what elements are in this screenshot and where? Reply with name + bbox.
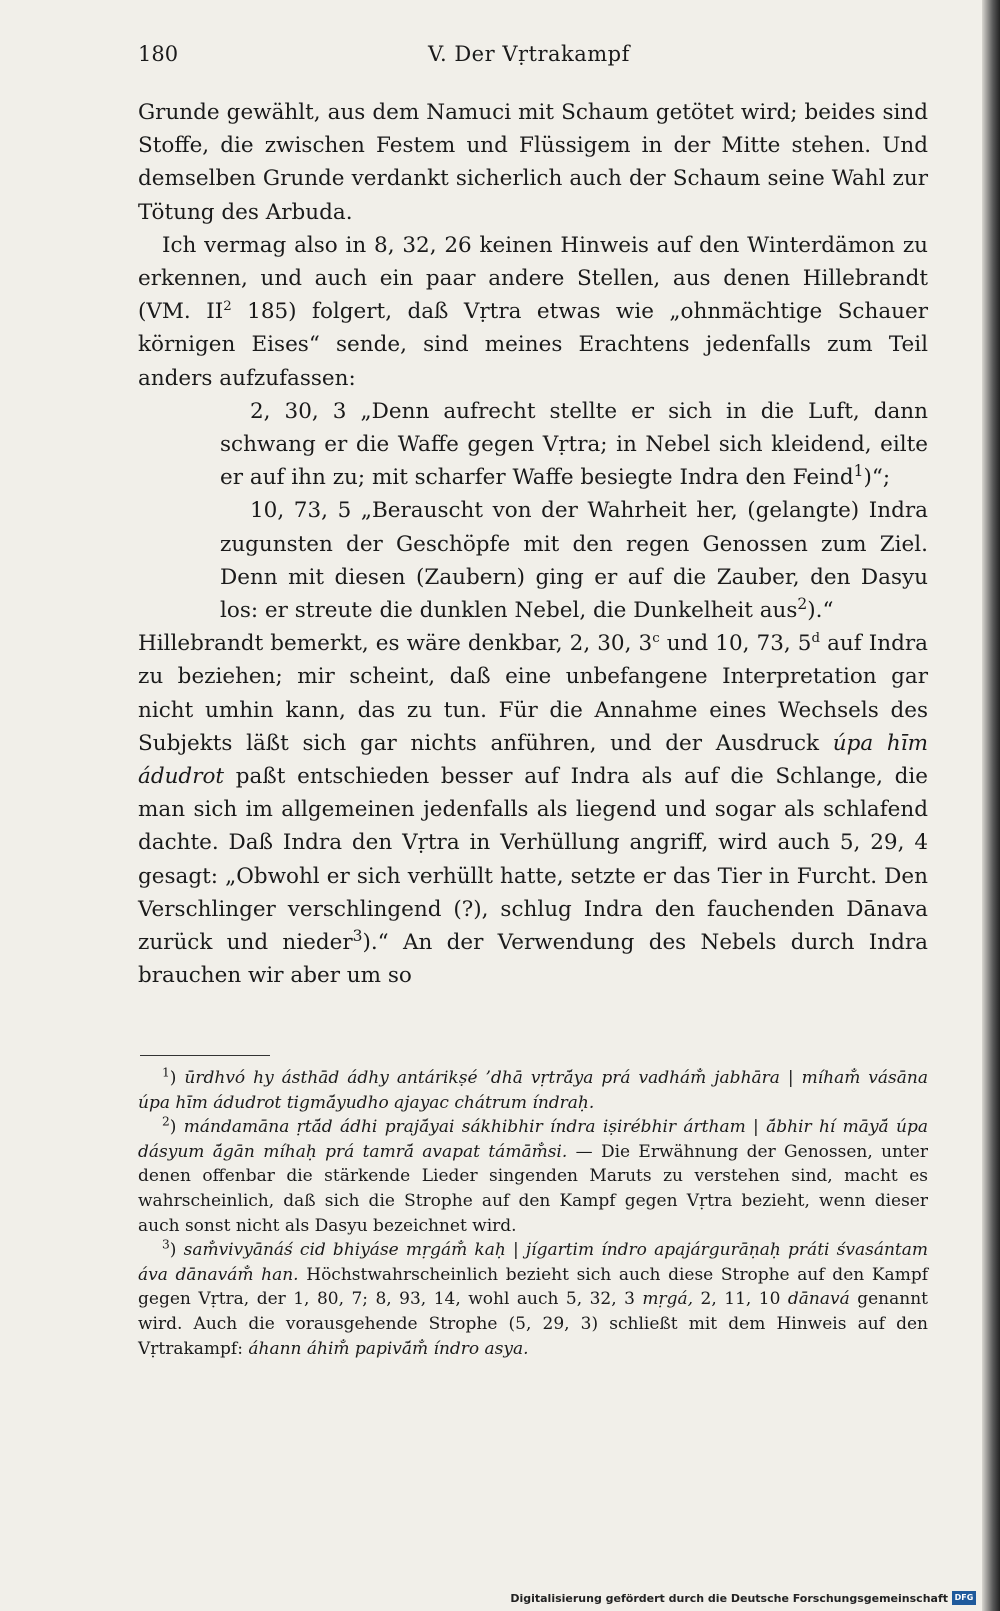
quote-10-73-5: 10, 73, 5 „Berauscht von der Wahrheit her, (gelangte) Indra zugunsten der Geschöpfe mit den regen Genossen zum Ziel. Denn mit diesen (Zaubern) ging er auf die Zauber, den Dasyu los: er streute die dunklen Nebel, die Dunkelheit aus$^2$).“ <box>220 498 928 624</box>
running-title: V. Der Vṛtrakampf <box>428 42 630 66</box>
footnote-ref-3: 3 <box>352 926 363 945</box>
paragraph-2: Ich vermag also in 8, 32, 26 keinen Hinweis auf den Winterdämon zu erkennen, und auch ein paar andere Stellen, aus denen Hillebrandt (VM. $II^2$ 185) folgert, daß Vṛtra etwas wie „ohnmächtige Schauer körnigen Eises“ sende, sind meines Erachtens jedenfalls zum Teil anders aufzufassen: <box>138 232 928 391</box>
main-text <box>138 96 928 992</box>
footnote-1: $^1$) ūrdhvó hy ásthād ádhy antárikṣé ’dhā vṛtrā́ya prá vadhám̐ jabhāra | míham̐ vásāna úpa hīm ádudrot tigmā́yudho ajayac chátrum índraḥ. <box>138 1065 928 1113</box>
dfg-logo: DFG <box>952 1591 976 1605</box>
paragraph-1: Grunde gewählt, aus dem Namuci mit Schaum getötet wird; beides sind Stoffe, die zwischen Festem und Flüssigem in der Mitte stehen. Und demselben Grunde verdankt sicherlich auch der Schaum seine Wahl zur Tötung des Arbuda. <box>138 100 928 225</box>
page-edge-shadow <box>982 0 1000 1611</box>
footnote-ref-2: 2 <box>797 594 808 613</box>
quote-2-30-3: 2, 30, 3 „Denn aufrecht stellte er sich in die Luft, dann schwang er die Waffe gegen Vṛtra; in Nebel sich kleidend, eilte er auf ihn zu; mit scharfer Waffe besiegte Indra den Feind$^1$)“; <box>220 398 928 491</box>
footnotes <box>138 1066 928 1361</box>
footnote-divider <box>140 1055 270 1056</box>
footnote-ref-1: 1 <box>853 462 864 481</box>
page-header <box>138 38 928 72</box>
digitization-credit <box>510 1591 976 1605</box>
digitization-text: Digitalisierung gefördert durch die Deutsche Forschungsgemeinschaft <box>510 1591 948 1605</box>
paragraph-3: Hillebrandt bemerkt, es wäre denkbar, 2, 30, 3$^c$ und 10, 73, 5$^d$ auf Indra zu beziehen; mir scheint, daß eine unbefangene Interpretation gar nicht umhin kann, das zu tun. Für die Annahme eines Wechsels des Subjekts läßt sich gar nichts anführen, und der Ausdruck úpa hīm ádudrot paßt entschieden besser auf Indra als auf die Schlange, die man sich im allgemeinen jedenfalls als liegend und sogar als schlafend dachte. Daß Indra den Vṛtra in Verhüllung angriff, wird auch 5, 29, 4 gesagt: „Obwohl er sich verhüllt hatte, setzte er das Tier in Furcht. Den Verschlinger verschlingend (?), schlug Indra den fauchenden Dānava zurück und nieder$^3$).“ An der Verwendung des Nebels durch Indra brauchen wir aber um so <box>138 631 929 989</box>
footnote-2: $^2$) mándamāna ṛtā́d ádhi prajā́yai sákhibhir índra iṣirébhir ártham | ā́bhir hí māyā́ úpa dásyum ā́gān míhaḥ prá tamrā́ avapat támām̐si. — Die Erwähnung der Genossen, unter denen offenbar die stärkende Lieder singenden Maruts zu verstehen sind, macht es wahrscheinlich, daß sich die Strophe auf den Kampf gegen Vṛtra bezieht, wenn dieser auch sonst nicht als Dasyu bezeichnet wird. <box>138 1114 928 1236</box>
page-number: 180 <box>138 42 179 66</box>
footnote-3: $^3$) sam̐vivyānáś cid bhiyáse mṛgám̐ kaḥ | jígartim índro apajárgurāṇaḥ práti śvasántam áva dānavám̐ han. Höchstwahrscheinlich bezieht sich auch diese Strophe auf den Kampf gegen Vṛtra, der 1, 80, 7; 8, 93, 14, wohl auch 5, 32, 3 mṛgá, 2, 11, 10 dānavá genannt wird. Auch die vorausgehende Strophe (5, 29, 3) schließt mit dem Hinweis auf den Vṛtrakampf: áhann áhim̐ papivā́m̐ índro asya. <box>138 1237 928 1359</box>
